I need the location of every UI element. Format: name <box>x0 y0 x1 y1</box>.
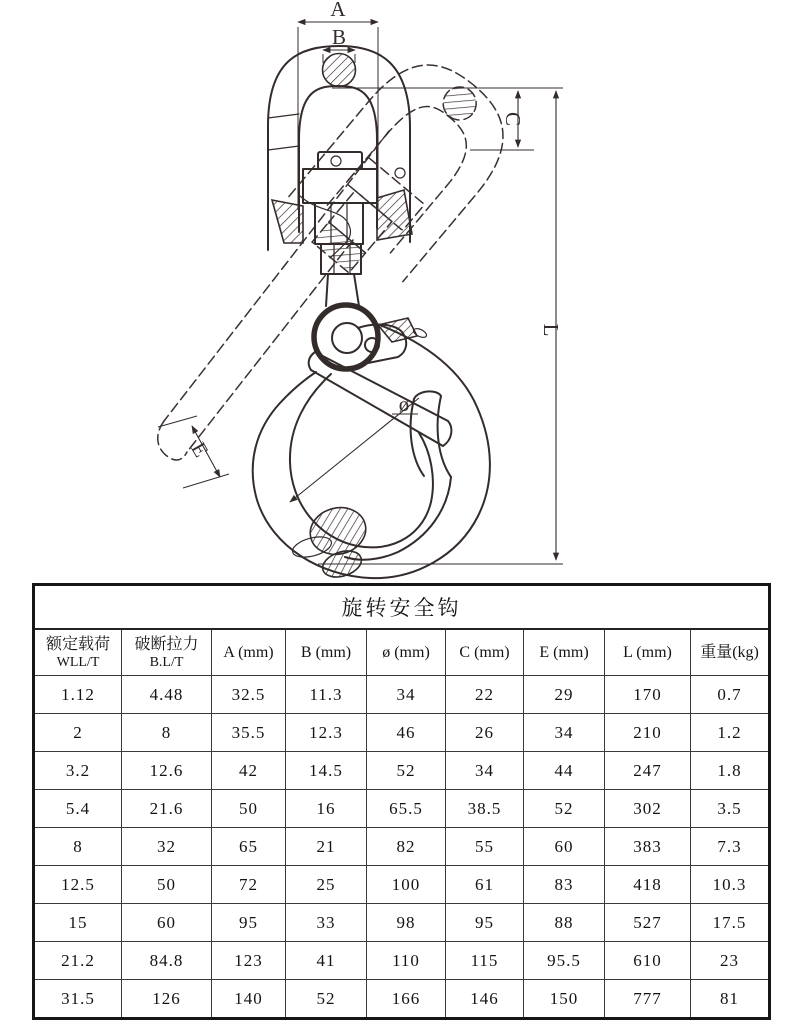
table-row <box>34 866 770 904</box>
dimension-diameter <box>290 392 419 502</box>
spec-table <box>32 583 768 1020</box>
hook-pivot <box>314 274 378 369</box>
dimension-e <box>158 416 229 488</box>
table-cell: 126 <box>122 980 212 1019</box>
table-cell: 15 <box>34 904 122 942</box>
table-cell: 88 <box>524 904 605 942</box>
table-cell: 22 <box>446 676 524 714</box>
table-title: 旋转安全钩 <box>34 585 770 630</box>
col-header-wll: 额定载荷 WLL/T <box>34 629 122 676</box>
nut-flank-section-right <box>377 190 412 240</box>
table-cell: 35.5 <box>212 714 286 752</box>
dim-label-a: A <box>330 0 346 21</box>
table-cell: 383 <box>605 828 691 866</box>
table-cell: 418 <box>605 866 691 904</box>
table-cell: 50 <box>122 866 212 904</box>
col-header-diameter: ø (mm) <box>367 629 446 676</box>
table-cell: 65.5 <box>367 790 446 828</box>
table-cell: 42 <box>212 752 286 790</box>
table-cell: 11.3 <box>286 676 367 714</box>
table-cell: 10.3 <box>691 866 770 904</box>
table-cell: 95 <box>446 904 524 942</box>
col-header-b: B (mm) <box>286 629 367 676</box>
dim-label-b: B <box>331 25 347 49</box>
table-cell: 95.5 <box>524 942 605 980</box>
table-cell: 110 <box>367 942 446 980</box>
table-cell: 21 <box>286 828 367 866</box>
table-cell: 2 <box>34 714 122 752</box>
table-cell: 25 <box>286 866 367 904</box>
table-cell: 83 <box>524 866 605 904</box>
table-row <box>34 980 770 1019</box>
table-cell: 60 <box>122 904 212 942</box>
table-cell: 41 <box>286 942 367 980</box>
table-row <box>34 752 770 790</box>
hook-bottom-sections <box>290 502 370 582</box>
table-cell: 3.2 <box>34 752 122 790</box>
table-cell: 72 <box>212 866 286 904</box>
table-cell: 777 <box>605 980 691 1019</box>
col-header-c: C (mm) <box>446 629 524 676</box>
table-cell: 0.7 <box>691 676 770 714</box>
table-cell: 302 <box>605 790 691 828</box>
table-cell: 8 <box>122 714 212 752</box>
table-cell: 34 <box>524 714 605 752</box>
header-row <box>34 629 770 676</box>
table-cell: 34 <box>367 676 446 714</box>
table-row <box>34 828 770 866</box>
col-header-weight: 重量(kg) <box>691 629 770 676</box>
table-cell: 12.3 <box>286 714 367 752</box>
table-cell: 44 <box>524 752 605 790</box>
table-cell: 55 <box>446 828 524 866</box>
table-cell: 32 <box>122 828 212 866</box>
table-cell: 65 <box>212 828 286 866</box>
col-header-bl: 破断拉力 B.L/T <box>122 629 212 676</box>
table-cell: 52 <box>367 752 446 790</box>
table-cell: 170 <box>605 676 691 714</box>
table-cell: 140 <box>212 980 286 1019</box>
table-cell: 26 <box>446 714 524 752</box>
table-row <box>34 714 770 752</box>
table-cell: 17.5 <box>691 904 770 942</box>
table-cell: 52 <box>524 790 605 828</box>
table-cell: 3.5 <box>691 790 770 828</box>
table-cell: 146 <box>446 980 524 1019</box>
table-cell: 52 <box>286 980 367 1019</box>
table-cell: 150 <box>524 980 605 1019</box>
table-cell: 166 <box>367 980 446 1019</box>
dim-label-l: L <box>539 323 563 337</box>
table-cell: 527 <box>605 904 691 942</box>
table-cell: 115 <box>446 942 524 980</box>
table-cell: 81 <box>691 980 770 1019</box>
col-header-e: E (mm) <box>524 629 605 676</box>
eye-cross-section <box>323 54 356 87</box>
table-cell: 5.4 <box>34 790 122 828</box>
table-cell: 23 <box>691 942 770 980</box>
table-cell: 12.6 <box>122 752 212 790</box>
table-cell: 4.48 <box>122 676 212 714</box>
table-cell: 610 <box>605 942 691 980</box>
table-cell: 14.5 <box>286 752 367 790</box>
table-cell: 98 <box>367 904 446 942</box>
table-cell: 1.12 <box>34 676 122 714</box>
table-cell: 12.5 <box>34 866 122 904</box>
dimension-l <box>318 91 563 564</box>
table-row <box>34 942 770 980</box>
table-cell: 61 <box>446 866 524 904</box>
dim-label-diameter: ø <box>398 392 410 416</box>
table-cell: 95 <box>212 904 286 942</box>
table-row <box>34 676 770 714</box>
table-cell: 21.6 <box>122 790 212 828</box>
table-cell: 123 <box>212 942 286 980</box>
table-row <box>34 904 770 942</box>
table-cell: 7.3 <box>691 828 770 866</box>
table-cell: 82 <box>367 828 446 866</box>
table-cell: 33 <box>286 904 367 942</box>
table-cell: 29 <box>524 676 605 714</box>
dim-label-e: E <box>186 437 214 462</box>
table-row <box>34 790 770 828</box>
table-cell: 16 <box>286 790 367 828</box>
phantom-pin-hole <box>395 168 405 178</box>
table-cell: 32.5 <box>212 676 286 714</box>
table-cell: 8 <box>34 828 122 866</box>
table-cell: 210 <box>605 714 691 752</box>
table-cell: 84.8 <box>122 942 212 980</box>
table-cell: 1.8 <box>691 752 770 790</box>
table-cell: 34 <box>446 752 524 790</box>
table-cell: 50 <box>212 790 286 828</box>
table-cell: 247 <box>605 752 691 790</box>
table-cell: 46 <box>367 714 446 752</box>
table-cell: 100 <box>367 866 446 904</box>
table-cell: 38.5 <box>446 790 524 828</box>
col-header-a: A (mm) <box>212 629 286 676</box>
table-cell: 1.2 <box>691 714 770 752</box>
table-cell: 60 <box>524 828 605 866</box>
table-cell: 21.2 <box>34 942 122 980</box>
col-header-l: L (mm) <box>605 629 691 676</box>
dim-label-c: C <box>501 111 525 127</box>
table-cell: 31.5 <box>34 980 122 1019</box>
